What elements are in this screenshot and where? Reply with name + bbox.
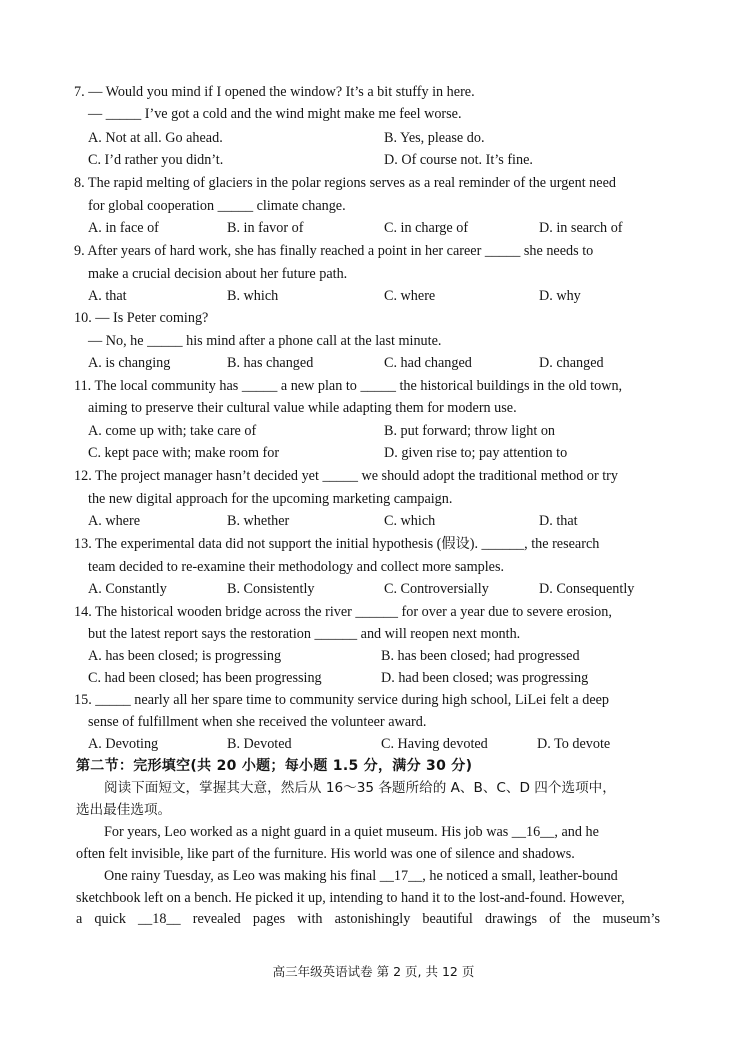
q14-stem-line1: 14. The historical wooden bridge across the river ______ for over a year due to severe erosion, (74, 604, 612, 620)
q9-option-a: A. that (88, 288, 127, 304)
q10-stem-line2: — No, he _____ his mind after a phone call at the last minute. (88, 333, 442, 349)
q15-option-a: A. Devoting (88, 736, 159, 752)
q12-option-c: C. which (384, 513, 436, 529)
q8-option-b: B. in favor of (227, 220, 304, 236)
q11-option-b: B. put forward; throw light on (384, 423, 556, 439)
q12-stem-line1: 12. The project manager hasn’t decided yet _____ we should adopt the traditional method or try (74, 468, 618, 484)
q11-stem-line2: aiming to preserve their cultural value while adapting them for modern use. (88, 400, 517, 416)
q9-stem-line1: 9. After years of hard work, she has finally reached a point in her career _____ she needs to (74, 243, 594, 259)
q10-stem-line1: 10. — Is Peter coming? (74, 310, 209, 326)
section-instruction-line2: 选出最佳选项。 (76, 802, 172, 818)
q10-option-c: C. had changed (384, 355, 472, 371)
q15-option-d: D. To devote (537, 736, 611, 752)
passage-p2-line1: One rainy Tuesday, as Leo was making his final __17__, he noticed a small, leather-bound (104, 868, 618, 884)
q10-option-d: D. changed (539, 355, 604, 371)
passage-p1-line1: For years, Leo worked as a night guard in a quiet museum. His job was __16__, and he (104, 824, 599, 840)
q13-option-b: B. Consistently (227, 581, 315, 597)
q7-stem-line2: — _____ I’ve got a cold and the wind might make me feel worse. (88, 106, 462, 122)
q11-option-c: C. kept pace with; make room for (88, 445, 280, 461)
q12-option-d: D. that (539, 513, 578, 529)
q12-option-b: B. whether (227, 513, 290, 529)
q14-option-a: A. has been closed; is progressing (88, 648, 282, 664)
q11-option-a: A. come up with; take care of (88, 423, 257, 439)
q7-option-b: B. Yes, please do. (384, 130, 485, 146)
q10-option-a: A. is changing (88, 355, 171, 371)
passage-p1-line2: often felt invisible, like part of the furniture. His world was one of silence and shadows. (76, 846, 575, 862)
q8-option-c: C. in charge of (384, 220, 469, 236)
q7-stem-line1: 7. — Would you mind if I opened the window? It’s a bit stuffy in here. (74, 84, 475, 100)
q9-option-d: D. why (539, 288, 581, 304)
q7-option-c: C. I’d rather you didn’t. (88, 152, 224, 168)
page-footer: 高三年级英语试卷 第 2 页, 共 12 页 (272, 964, 475, 979)
q8-option-a: A. in face of (88, 220, 159, 236)
q11-stem-line1: 11. The local community has _____ a new plan to _____ the historical buildings in the old town, (74, 378, 623, 394)
passage-p2-line3: a quick __18__ revealed pages with astonishingly beautiful drawings of the museum’s (76, 911, 660, 927)
q14-option-b: B. has been closed; had progressed (381, 648, 580, 664)
q7-option-d: D. Of course not. It’s fine. (384, 152, 533, 168)
q13-option-d: D. Consequently (539, 581, 635, 597)
section-heading: 第二节：完形填空(共 20 小题；每小题 1.5 分，满分 30 分) (76, 758, 473, 774)
q7-option-a: A. Not at all. Go ahead. (88, 130, 223, 146)
q9-option-b: B. which (227, 288, 279, 304)
q12-stem-line2: the new digital approach for the upcoming marketing campaign. (88, 491, 453, 507)
q14-option-c: C. had been closed; has been progressing (88, 670, 322, 686)
q15-option-b: B. Devoted (227, 736, 292, 752)
q15-stem-line1: 15. _____ nearly all her spare time to community service during high school, LiLei felt a deep (74, 692, 610, 708)
q8-stem-line2: for global cooperation _____ climate change. (88, 198, 346, 214)
q8-option-d: D. in search of (539, 220, 623, 236)
q13-option-a: A. Constantly (88, 581, 167, 597)
q10-option-b: B. has changed (227, 355, 314, 371)
q13-stem-line1: 13. The experimental data did not support the initial hypothesis (假设). ______, the research (74, 536, 600, 552)
q11-option-d: D. given rise to; pay attention to (384, 445, 568, 461)
passage-p2-line2: sketchbook left on a bench. He picked it up, intending to hand it to the lost-and-found. However, (76, 890, 625, 906)
q13-stem-line2: team decided to re-examine their methodology and collect more samples. (88, 559, 505, 575)
q14-stem-line2: but the latest report says the restoration ______ and will reopen next month. (88, 626, 521, 642)
q15-stem-line2: sense of fulfillment when she received the volunteer award. (88, 714, 427, 730)
q13-option-c: C. Controversially (384, 581, 489, 597)
q14-option-d: D. had been closed; was progressing (381, 670, 589, 686)
q12-option-a: A. where (88, 513, 140, 529)
q8-stem-line1: 8. The rapid melting of glaciers in the polar regions serves as a real reminder of the urgent need (74, 175, 616, 191)
section-instruction-line1: 阅读下面短文，掌握其大意，然后从 16～35 各题所给的 A、B、C、D 四个选项中， (104, 780, 616, 796)
q9-option-c: C. where (384, 288, 436, 304)
q9-stem-line2: make a crucial decision about her future path. (88, 266, 348, 282)
q15-option-c: C. Having devoted (381, 736, 488, 752)
